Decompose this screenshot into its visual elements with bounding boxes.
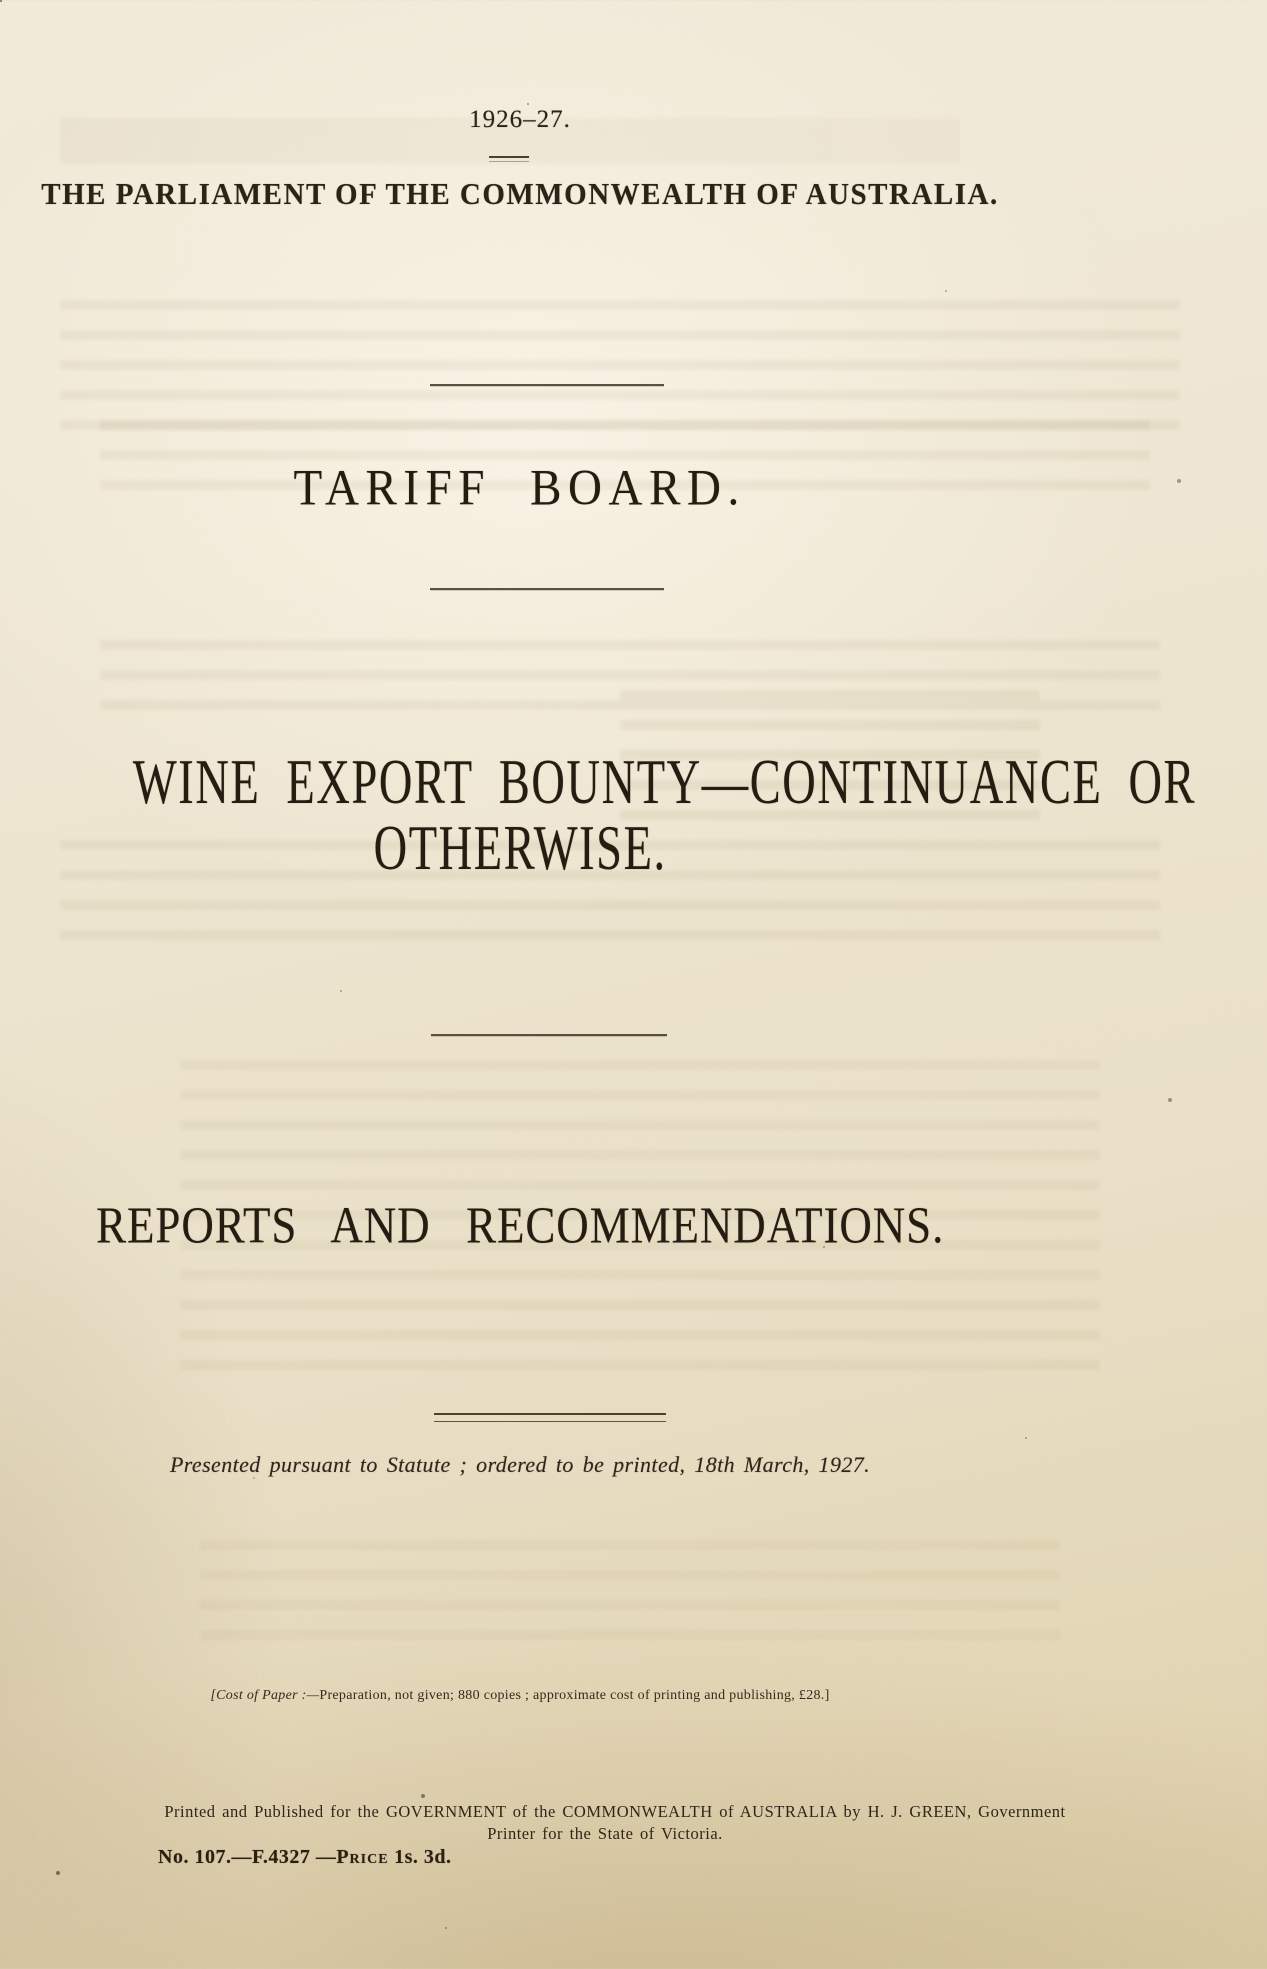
bleed-through-paragraph [100,640,1160,710]
cost-of-paper-label: [Cost of Paper :— [210,1688,320,1703]
printer-imprint-line1: Printed and Published for the GOVERNMENT of the COMMONWEALTH of AUSTRALIA by H. J. GREEN, Government [164,1802,1066,1821]
double-rule [434,1413,666,1422]
cost-of-paper-detail: Preparation, not given; 880 copies ; approximate cost of printing and publishing, £28.] [319,1688,830,1703]
report-title-line1-text: WINE EXPORT BOUNTY—CONTINUANCE OR [132,745,1197,818]
bleed-through-paragraph [200,1540,1060,1650]
report-subtitle [0,1196,1040,1254]
report-title-line2-text: OTHERWISE. [373,811,667,884]
horizontal-rule [431,1034,667,1036]
report-title-line2 [0,811,1040,884]
session-year: 1926–27. [469,106,571,133]
price-label: Price [336,1846,389,1868]
session-divider-rule [489,156,529,162]
report-subtitle-text: REPORTS AND RECOMMENDATIONS. [95,1195,945,1255]
price-value: 1s. 3d. [388,1846,452,1868]
paper-specks [0,0,2,2]
report-title-line1 [0,745,1197,818]
cost-of-paper-note [0,1688,1040,1704]
horizontal-rule [430,588,664,590]
parliament-heading: THE PARLIAMENT OF THE COMMONWEALTH OF AUSTRALIA. [41,178,999,212]
department-heading-text: TARIFF BOARD. [293,458,747,516]
catalogue-number: No. 107.—F.4327 — [158,1846,337,1868]
printer-imprint-line2: Printer for the State of Victoria. [487,1824,723,1843]
horizontal-rule [430,384,664,386]
department-heading [0,458,1040,516]
presentation-note: Presented pursuant to Statute ; ordered to be printed, 18th March, 1927. [169,1452,871,1477]
catalogue-number-and-price [158,1846,451,1869]
bleed-through-paragraph [60,300,1180,430]
